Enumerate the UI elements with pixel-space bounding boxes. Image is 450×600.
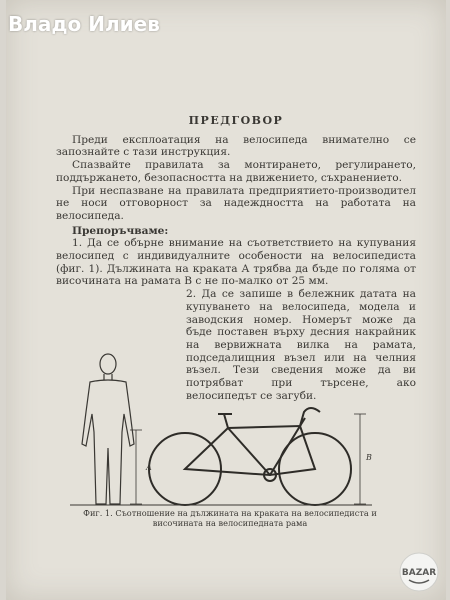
human-silhouette-icon	[82, 354, 134, 504]
recommend-heading: Препоръчваме:	[72, 224, 169, 237]
paragraph-liability: При неспазване на правилата предприятието-производител не носи отговорност за надеждността на работата на велосипеда.	[56, 184, 416, 222]
bicycle-icon	[149, 408, 351, 505]
paragraph-rules: Спазвайте правилата за монтирането, регулирането, поддържането, безопасността на движението, съхранението.	[56, 159, 416, 184]
logo-text: BAZAR	[401, 568, 437, 578]
bazar-logo-icon	[395, 552, 443, 596]
watermark-text: Владо Илиев	[8, 12, 160, 36]
paragraph-point-1: 1. Да се обърне внимание на съответствието на купувания велосипед с индивидуалните особености на велосипедиста (фиг. 1). Дължината на краката A трябва да бъде по голяма от височината на рамата B с не по-малко от 25 мм.	[56, 237, 416, 288]
paragraph-point-2: 2. Да се запише в бележник датата на купуването на велосипеда, модела и заводския номер. Номерът може да бъде поставен върху десния накрайник на вервижната вилка на рамата, подседалищния възел или на челния възел. Тези сведения може да ви потрябват при търсене, ако велосипедът се загуби.	[186, 288, 416, 402]
label-b: B	[366, 453, 372, 462]
frame-dimension	[354, 414, 366, 504]
figure-caption: Фиг. 1. Съотношение на дължината на краката на велосипедиста и височината на велосипедната рама	[83, 508, 377, 528]
page-title: ПРЕДГОВОР	[188, 114, 284, 127]
label-a: A	[146, 463, 152, 472]
leg-dimension	[130, 430, 142, 504]
paragraph-intro: Преди експлоатация на велосипеда внимателно се запознайте с тази инструкция.	[56, 133, 416, 159]
bicycle-figure	[60, 352, 380, 512]
